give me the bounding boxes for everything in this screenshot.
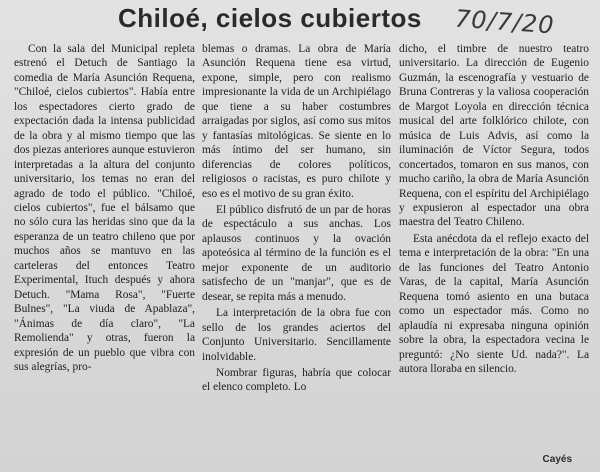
article-column-3 <box>399 42 589 444</box>
article-headline: Chiloé, cielos cubiertos <box>118 3 422 33</box>
article-column-2 <box>202 42 391 464</box>
article-paragraph: La interpretación de la obra fue con sello de los grandes aciertos del Conjunto Universitario. Sencillamente inolvidable. <box>202 307 391 363</box>
handwritten-date: 70/7/20 <box>454 4 556 40</box>
article-paragraph: Nombrar figuras, habría que colocar el elenco completo. Lo <box>202 366 391 394</box>
article-paragraph: Esta anécdota da el reflejo exacto del tema e interpretación de la obra: "En una de las funciones del Teatro Antonio Varas, de la capital, María Asunción Requena tomó asiento en una butaca como un espectador más. Como no aplaudía ni expresaba ninguna opinión sobre la obra, la espectadora vecina le preguntó: ¿No siente Ud. nada?". La autora lloraba en silencio. <box>399 232 589 375</box>
article-byline: Cayés <box>542 454 572 465</box>
article-paragraph: Con la sala del Municipal repleta estrenó el Detuch de Santiago la comedia de María Asunción Requena, "Chiloé, cielos cubiertos". Había entre los espectadores cierto grado de expectación dada la intensa publicidad de la obra y al mismo tiempo que las dos piezas anteriores aunque estuvieron interpretadas a la altura del conjunto universitario, los temas no eran del agrado de todo el público. "Chiloé, cielos cubiertos", fue el bálsamo que no sólo cura las heridas sino que da la esperanza de un teatro chileno que por muchos años se mantuvo en las carteleras del entonces Teatro Experimental, Ituch después y ahora Detuch. "Mama Rosa", "Fuerte Bulnes", "La viuda de Apablaza", "Ánimas de día claro", "La Remolienda" y otras, fueron la expresión de un pueblo que vibra con sus alegrías, pro- <box>14 43 195 373</box>
article-column-1 <box>14 42 195 464</box>
article-paragraph: blemas o dramas. La obra de María Asunción Requena tiene esa virtud, expone, simple, pero con realismo impresionante la vida de un Archipiélago que tiene a su haber costumbres arraigadas por siglos, así como sus mitos y fantasías mitológicas. Se siente en lo más íntimo del ser humano, sin diferencias de colores políticos, religiosos o racistas, es puro chilote y eso es el motivo de su gran éxito. <box>202 43 391 200</box>
article-paragraph: El público disfrutó de un par de horas de espectáculo a sus anchas. Los aplausos continuos y la ovación apoteósica al término de la función es el mejor exponente de un auditorio satisfecho de un "manjar", que es de desear, se repita más a menudo. <box>202 203 391 303</box>
article-paragraph: dicho, el timbre de nuestro teatro universitario. La dirección de Eugenio Guzmán, la escenografía y vestuario de Bruna Contreras y la valiosa cooperación de Margot Loyola en dirección técnica musical del arte folklórico chilote, con música de Luis Advis, así como la iluminación de Víctor Segura, todos concertados, tomaron en sus manos, con mucho cariño, la obra de María Asunción Requena, con el espíritu del Archipiélago y expusieron al espectador una obra maestra del Teatro Chileno. <box>399 43 589 229</box>
